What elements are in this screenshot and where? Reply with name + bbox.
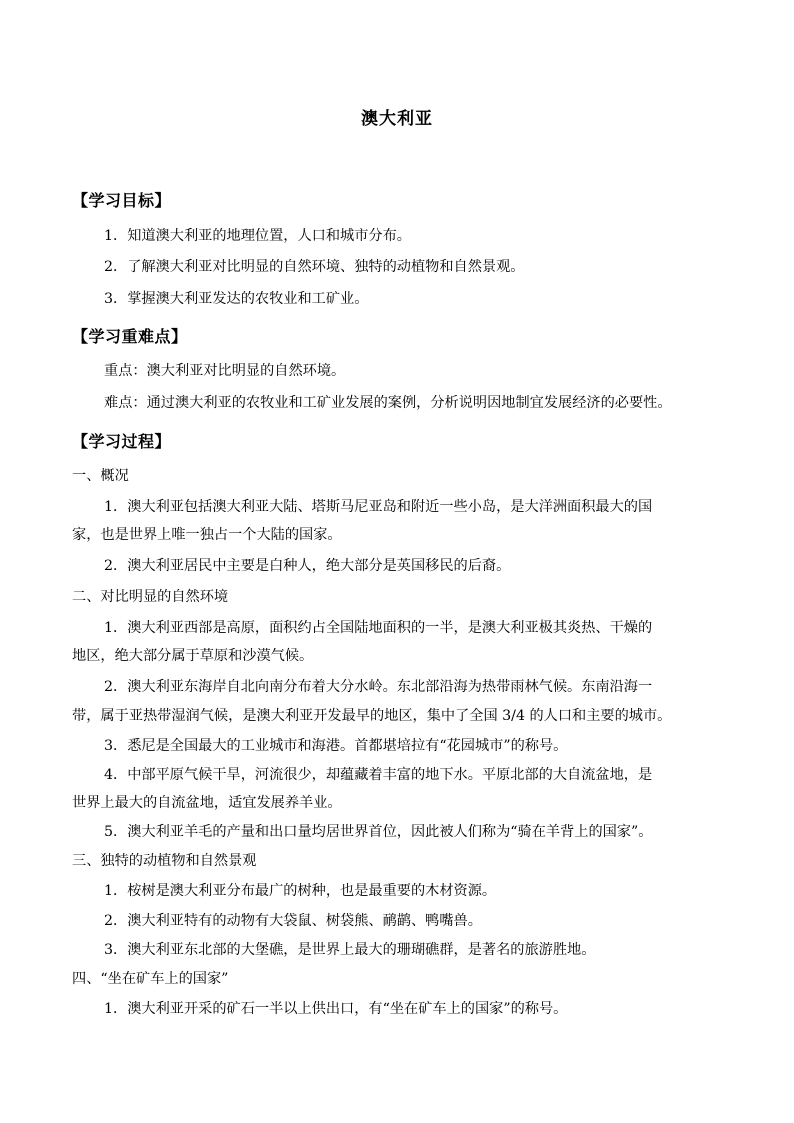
- subsection-title-mining: 四、“坐在矿车上的国家”: [72, 971, 229, 987]
- wildlife-p1: 1．桉树是澳大利亚分布最广的树种，也是最重要的木材资源。: [104, 883, 497, 899]
- environment-p1-line2: 地区，绝大部分属于草原和沙漠气候。: [72, 648, 314, 664]
- subsection-title-wildlife: 三、独特的动植物和自然景观: [72, 853, 257, 869]
- environment-p2-line2: 带，属于亚热带湿润气候，是澳大利亚开发最早的地区，集中了全国 3/4 的人口和主要的城市。: [72, 708, 672, 724]
- environment-p5: 5．澳大利亚羊毛的产量和出口量均居世界首位，因此被人们称为“骑在羊背上的国家”。: [104, 824, 653, 840]
- page-title: 澳大利亚: [361, 109, 433, 129]
- wildlife-p3: 3．澳大利亚东北部的大堡礁，是世界上最大的珊瑚礁群，是著名的旅游胜地。: [104, 942, 596, 958]
- environment-p2-line1: 2．澳大利亚东海岸自北向南分布着大分水岭。东北部沿海为热带雨林气候。东南沿海一: [104, 679, 653, 695]
- mining-p1: 1．澳大利亚开采的矿石一半以上供出口，有“坐在矿车上的国家”的称号。: [104, 1001, 568, 1017]
- wildlife-p2: 2．澳大利亚特有的动物有大袋鼠、树袋熊、鸸鹋、鸭嘴兽。: [104, 913, 482, 929]
- goal-item-2: 2．了解澳大利亚对比明显的自然环境、独特的动植物和自然景观。: [104, 259, 525, 275]
- environment-p1-line1: 1．澳大利亚西部是高原，面积约占全国陆地面积的一半，是澳大利亚极其炎热、干燥的: [104, 620, 653, 636]
- overview-p2: 2．澳大利亚居民中主要是白种人，绝大部分是英国移民的后裔。: [104, 558, 511, 574]
- overview-p1-line1: 1．澳大利亚包括澳大利亚大陆、塔斯马尼亚岛和附近一些小岛，是大洋洲面积最大的国: [104, 499, 653, 515]
- overview-p1-line2: 家，也是世界上唯一独占一个大陆的国家。: [72, 527, 342, 543]
- environment-p4-line2: 世界上最大的自流盆地，适宜发展养羊业。: [72, 795, 342, 811]
- difficulty-text: 难点：通过澳大利亚的农牧业和工矿业发展的案例，分析说明因地制宜发展经济的必要性。: [104, 395, 672, 411]
- section-heading-process: 【学习过程】: [72, 432, 172, 451]
- environment-p3: 3．悉尼是全国最大的工业城市和海港。首都堪培拉有“花园城市”的称号。: [104, 738, 568, 754]
- section-heading-goals: 【学习目标】: [72, 191, 172, 210]
- goal-item-1: 1．知道澳大利亚的地理位置，人口和城市分布。: [104, 228, 411, 244]
- environment-p4-line1: 4．中部平原气候干旱，河流很少，却蕴藏着丰富的地下水。平原北部的大自流盆地，是: [104, 767, 653, 783]
- goal-item-3: 3．掌握澳大利亚发达的农牧业和工矿业。: [104, 291, 369, 307]
- subsection-title-environment: 二、对比明显的自然环境: [72, 589, 229, 605]
- focus-text: 重点：澳大利亚对比明显的自然环境。: [104, 363, 346, 379]
- subsection-title-overview: 一、概况: [72, 468, 129, 484]
- section-heading-keypoints: 【学习重难点】: [72, 327, 188, 346]
